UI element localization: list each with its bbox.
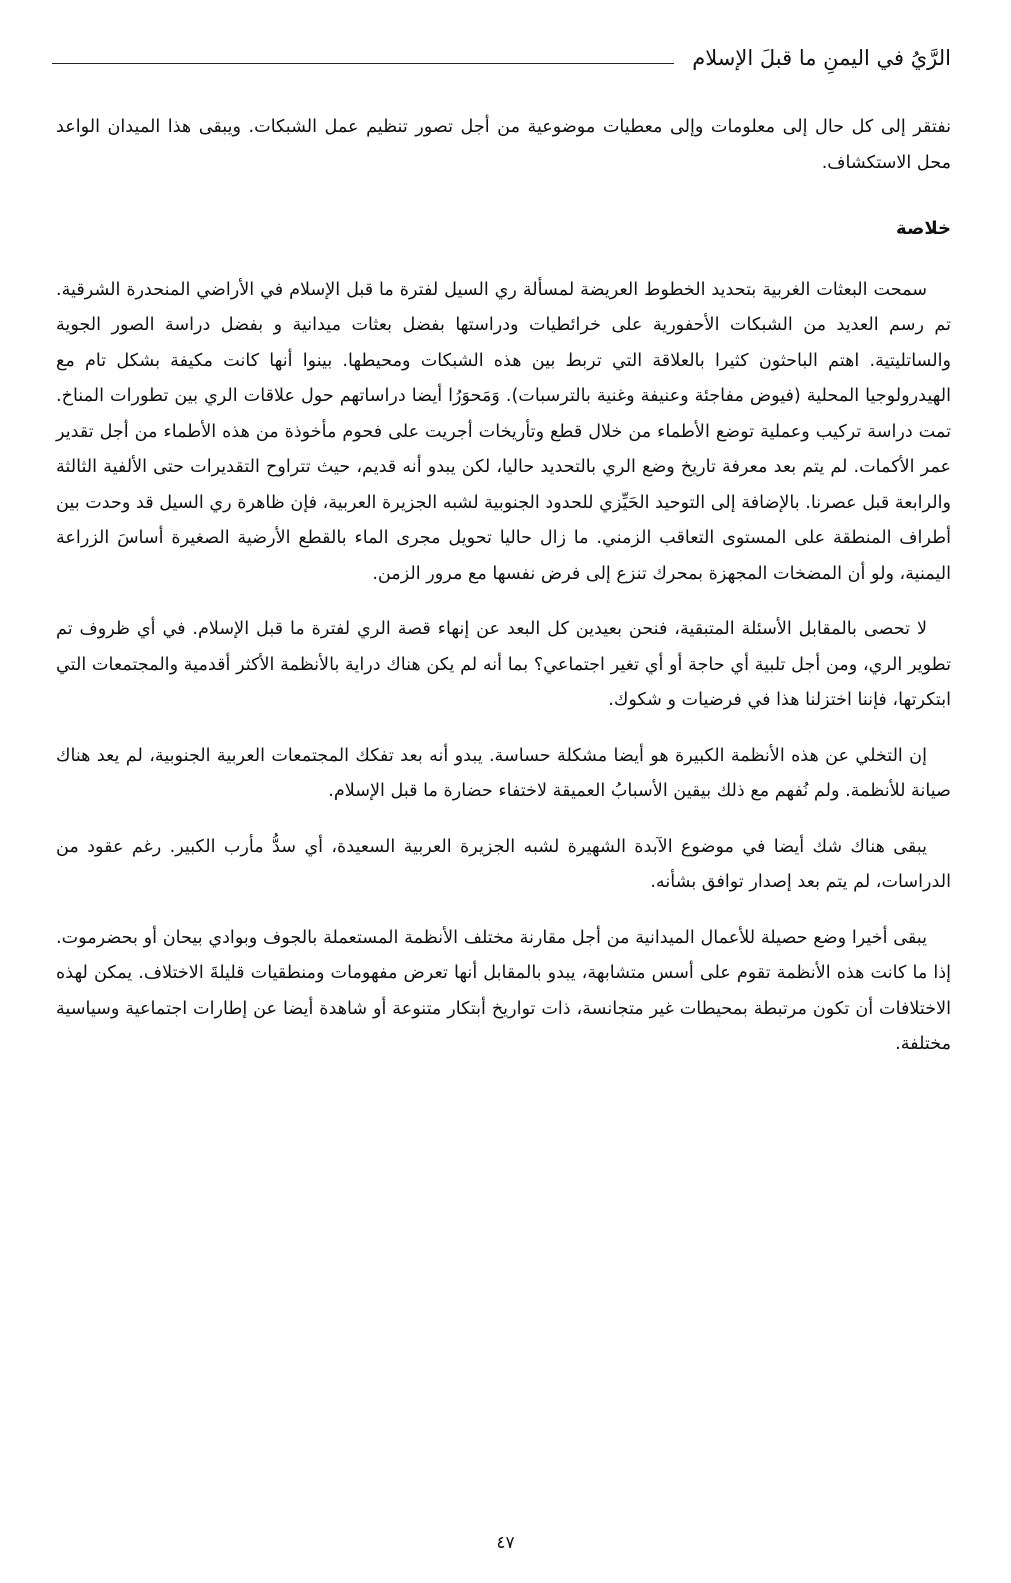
running-header <box>52 38 951 78</box>
intro-paragraph: نفتقر إلى كل حال إلى معلومات وإلى معطيات موضوعية من أجل تصور تنظيم عمل الشبكات. ويبقى هذا الميدان الواعد محل الاستكشاف. <box>56 117 951 173</box>
paragraph-marib-dam: يبقى هناك شك أيضا في موضوع الآبدة الشهيرة لشبه الجزيرة العربية السعيدة، أي سدُّ مأرب الكبير. رغم عقود من الدراسات، لم يتم بعد إصدار توافق بشأنه. <box>56 836 951 892</box>
page-number: ٤٧ <box>496 1533 515 1553</box>
running-title: الرَّيُ في اليمنِ ما قبلَ الإسلام <box>692 46 951 70</box>
paragraph-open-questions: لا تحصى بالمقابل الأسئلة المتبقية، فنحن بعيدين كل البعد عن إنهاء قصة الري لفترة ما قبل الإسلام. في أي ظروف تم تطوير الري، ومن أجل تلبية أي حاجة أو أي تغير اجتماعي؟ بما أنه لم يكن هناك دراية بالأنظمة الأكثر أقدمية والمجتمعات التي ابتكرتها، فإننا اختزلنا هذا في فرضيات و شكوك. <box>56 619 951 710</box>
paragraph-comparison: يبقى أخيرا وضع حصيلة للأعمال الميدانية من أجل مقارنة مختلف الأنظمة المستعملة بالجوف وبوادي بيحان أو بحضرموت. إذا ما كانت هذه الأنظمة تقوم على أسس متشابهة، يبدو بالمقابل أنها تعرض مفهومات ومنطقيات قليلةَ الاختلاف. يمكن لهذه الاختلافات أن تكون مرتبطة بمحيطات غير متجانسة، ذات تواريخ أبتكار متنوعة أو شاهدة أيضا عن إطارات اجتماعية وسياسية مختلفة. <box>56 927 951 1054</box>
paragraph-summary: سمحت البعثات الغربية بتحديد الخطوط العريضة لمسألة ري السيل لفترة ما قبل الإسلام في الأراضي المنحدرة الشرقية. تم رسم العديد من الشبكات الأحفورية على خرائطيات ودراستها بفضل بعثات ميدانية و بفضل دراسة الصور الجوية والساتليتية. اهتم الباحثون كثيرا بالعلاقة التي تربط بين هذه الشبكات ومحيطها. بينوا أنها كانت مكيفة بشكل تام مع الهيدرولوجيا المحلية (فيوض مفاجئة وعنيفة وغنية بالترسبات). وَمَحوَرُا أيضا دراساتهم حول علاقات الري بين تطورات المناخ. تمت دراسة تركيب وعملية توضع الأطماء من خلال قطع وتأريخات أجريت على فحوم مأخوذة من هذه الأطماء من أجل تقدير عمر الأكمات. لم يتم بعد معرفة تاريخ وضع الري بالتحديد حاليا، لكن يبدو أنه قديم، حيث تتراوح التقديرات حتى الألفية الثالثة والرابعة قبل عصرنا. بالإضافة إلى التوحيد الحَيِّزي للحدود الجنوبية لشبه الجزيرة العربية، فإن ظاهرة ري السيل قد وحدت بين أطراف المنطقة على المستوى التعاقب الزمني. ما زال حاليا تحويل مجرى الماء بالقطع الأرضية الصغيرة أساسَ الزراعة اليمنية، ولو أن المضخات المجهزة بمحرك تنزع إلى فرض نفسها مع مرور الزمن. <box>56 279 951 584</box>
section-heading: خلاصة <box>896 218 951 239</box>
paragraph-abandonment: إن التخلي عن هذه الأنظمة الكبيرة هو أيضا مشكلة حساسة. يبدو أنه بعد تفكك المجتمعات العربية الجنوبية، لم يعد هناك صيانة للأنظمة. ولم نُفهم مع ذلك بيقين الأسبابُ العميقة لاختفاء حضارة ما قبل الإسلام. <box>56 745 951 801</box>
body-text <box>56 110 951 1083</box>
header-rule <box>52 63 674 64</box>
